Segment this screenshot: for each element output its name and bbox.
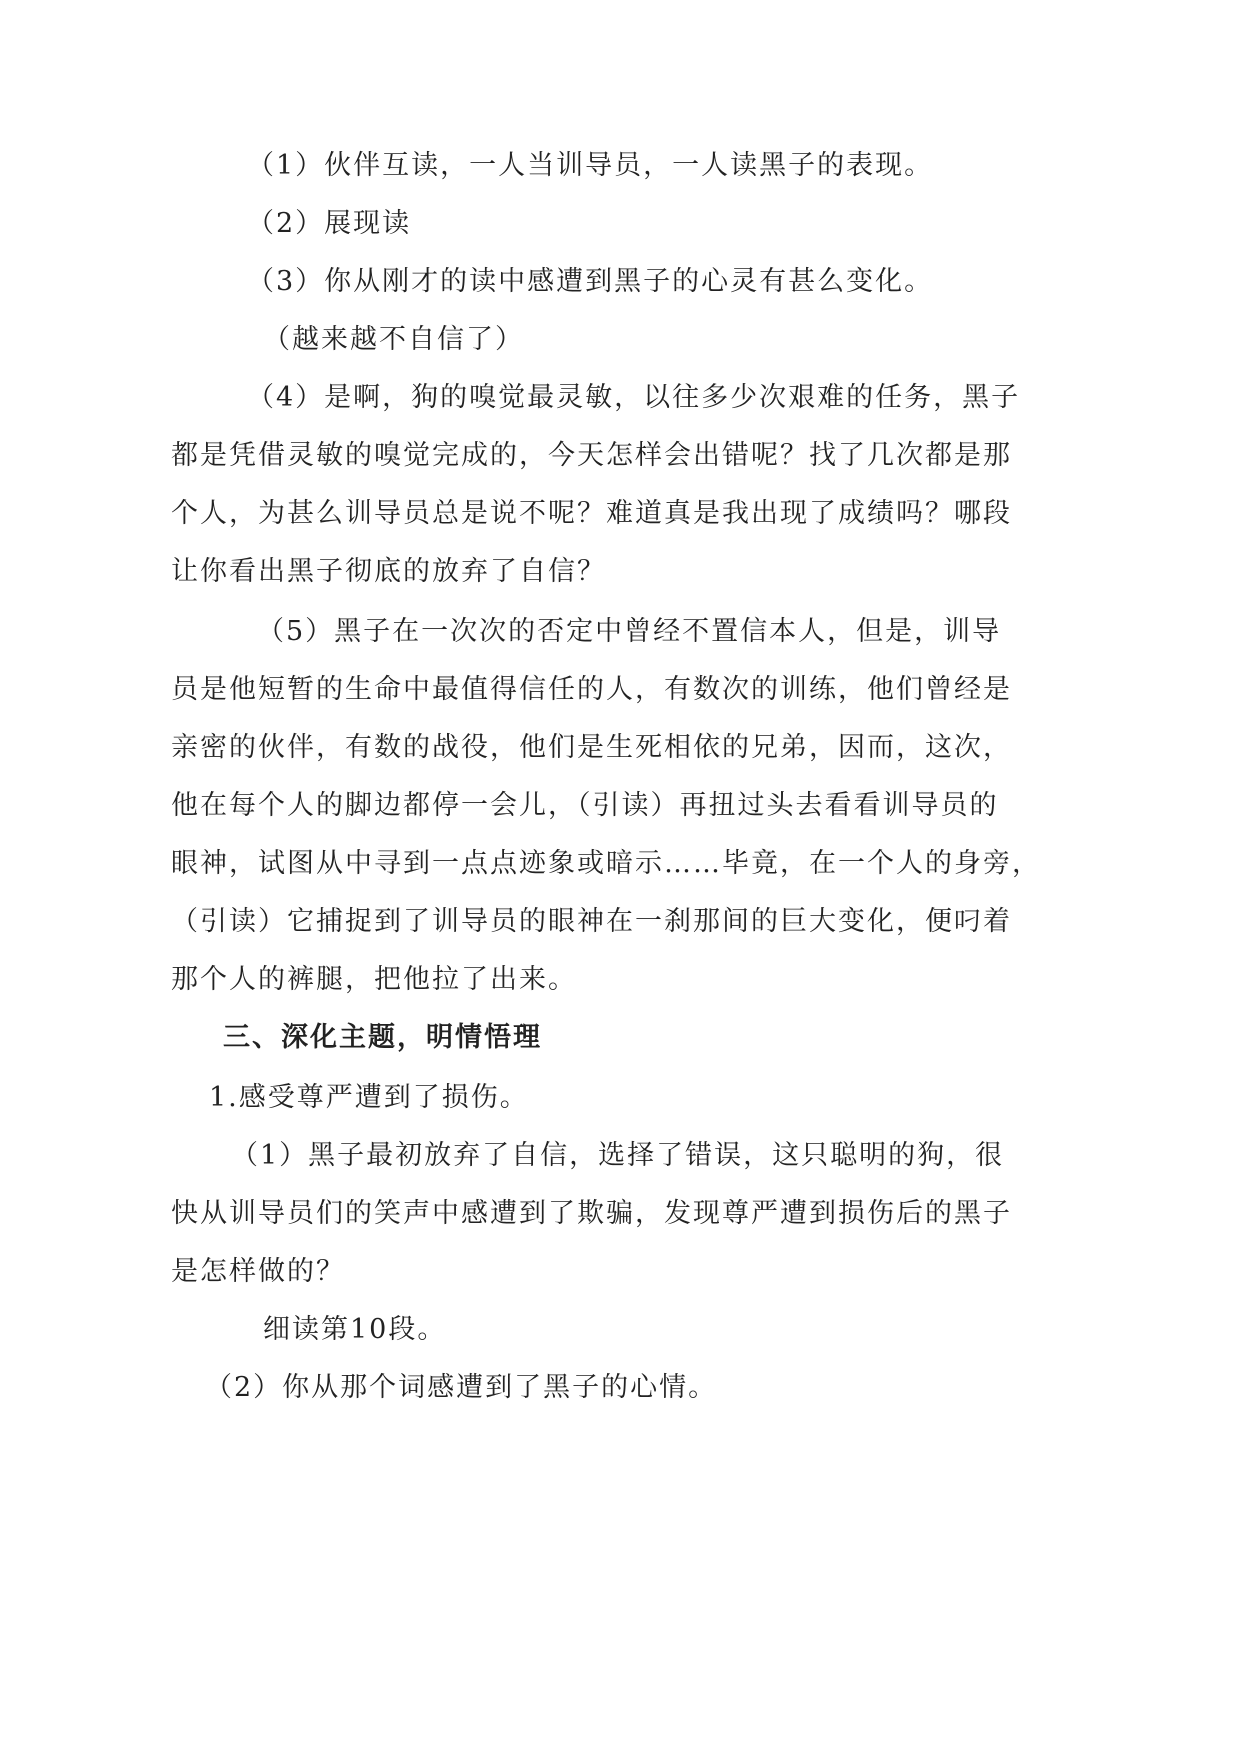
text-line: 眼神，试图从中寻到一点点迹象或暗示……毕竟，在一个人的身旁，: [171, 848, 1041, 879]
text-line: 让你看出黑子彻底的放弃了自信？: [171, 556, 606, 587]
text-line: 他在每个人的脚边都停一会儿，（引读）再扭过头去看看训导员的: [171, 790, 999, 821]
text-line: 亲密的伙伴，有数的战役，他们是生死相依的兄弟，因而，这次，: [171, 732, 1012, 763]
text-line: 快从训导员们的笑声中感遭到了欺骗，发现尊严遭到损伤后的黑子: [171, 1198, 1012, 1229]
text-line: 细读第10段。: [263, 1314, 447, 1345]
text-line: （越来越不自信了）: [263, 324, 524, 355]
text-line: （2）你从那个词感遭到了黑子的心情。: [205, 1372, 718, 1403]
section-heading: 三、深化主题，明情悟理: [223, 1022, 542, 1053]
text-line: 个人，为甚么训导员总是说不呢？难道真是我出现了成绩吗？哪段: [171, 498, 1012, 529]
text-line: 是怎样做的？: [171, 1256, 345, 1287]
text-line: （1）伙伴互读，一人当训导员，一人读黑子的表现。: [247, 150, 934, 181]
text-line: （1）黑子最初放弃了自信，选择了错误，这只聪明的狗，很: [231, 1140, 1005, 1171]
text-line: 都是凭借灵敏的嗅觉完成的，今天怎样会出错呢？找了几次都是那: [171, 440, 1012, 471]
text-line: 那个人的裤腿，把他拉了出来。: [171, 964, 577, 995]
text-line: （引读）它捕捉到了训导员的眼神在一刹那间的巨大变化，便叼着: [171, 906, 1012, 937]
text-line: （5）黑子在一次次的否定中曾经不置信本人，但是，训导: [257, 616, 1002, 647]
text-line: （3）你从刚才的读中感遭到黑子的心灵有甚么变化。: [247, 266, 934, 297]
text-line: （4）是啊，狗的嗅觉最灵敏，以往多少次艰难的任务，黑子: [247, 382, 1021, 413]
text-line: 1.感受尊严遭到了损伤。: [209, 1082, 529, 1113]
text-line: 员是他短暂的生命中最值得信任的人，有数次的训练，他们曾经是: [171, 674, 1012, 705]
text-line: （2）展现读: [247, 208, 412, 239]
